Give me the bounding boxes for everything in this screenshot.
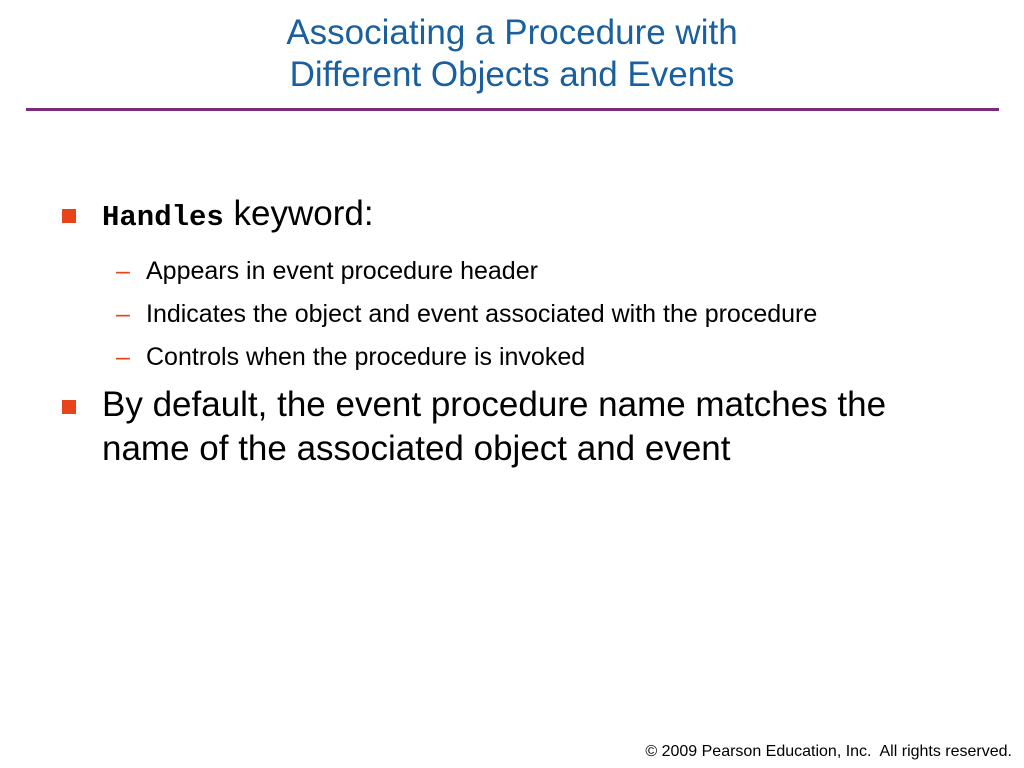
dash-icon: –: [116, 343, 130, 371]
square-bullet-icon: [62, 209, 76, 223]
title-divider: [26, 108, 999, 111]
sub-bullet-text: Appears in event procedure header: [146, 257, 538, 285]
square-bullet-icon: [62, 400, 76, 414]
bullet-text: By default, the event procedure name matches the name of the associated object and event: [102, 385, 887, 468]
bullet-text: keyword:: [223, 194, 374, 233]
sub-bullet-item: [102, 340, 962, 375]
sub-bullet-text: Indicates the object and event associated with the procedure: [146, 300, 818, 328]
slide-content: [62, 192, 962, 471]
dash-icon: –: [116, 300, 130, 328]
bullet-handles: [62, 192, 962, 375]
title-line-2: Different Objects and Events: [289, 55, 735, 94]
copyright-footer: © 2009 Pearson Education, Inc. All rights reserved.: [645, 743, 1012, 760]
sub-bullet-text: Controls when the procedure is invoked: [146, 343, 586, 371]
slide-title: [0, 12, 1024, 96]
handles-keyword: Handles: [102, 201, 224, 234]
sub-bullet-item: [102, 297, 962, 332]
title-line-1: Associating a Procedure with: [286, 13, 738, 52]
sub-bullet-list: [102, 254, 962, 375]
bullet-default-name: [62, 383, 962, 471]
sub-bullet-item: [102, 254, 962, 289]
dash-icon: –: [116, 257, 130, 285]
